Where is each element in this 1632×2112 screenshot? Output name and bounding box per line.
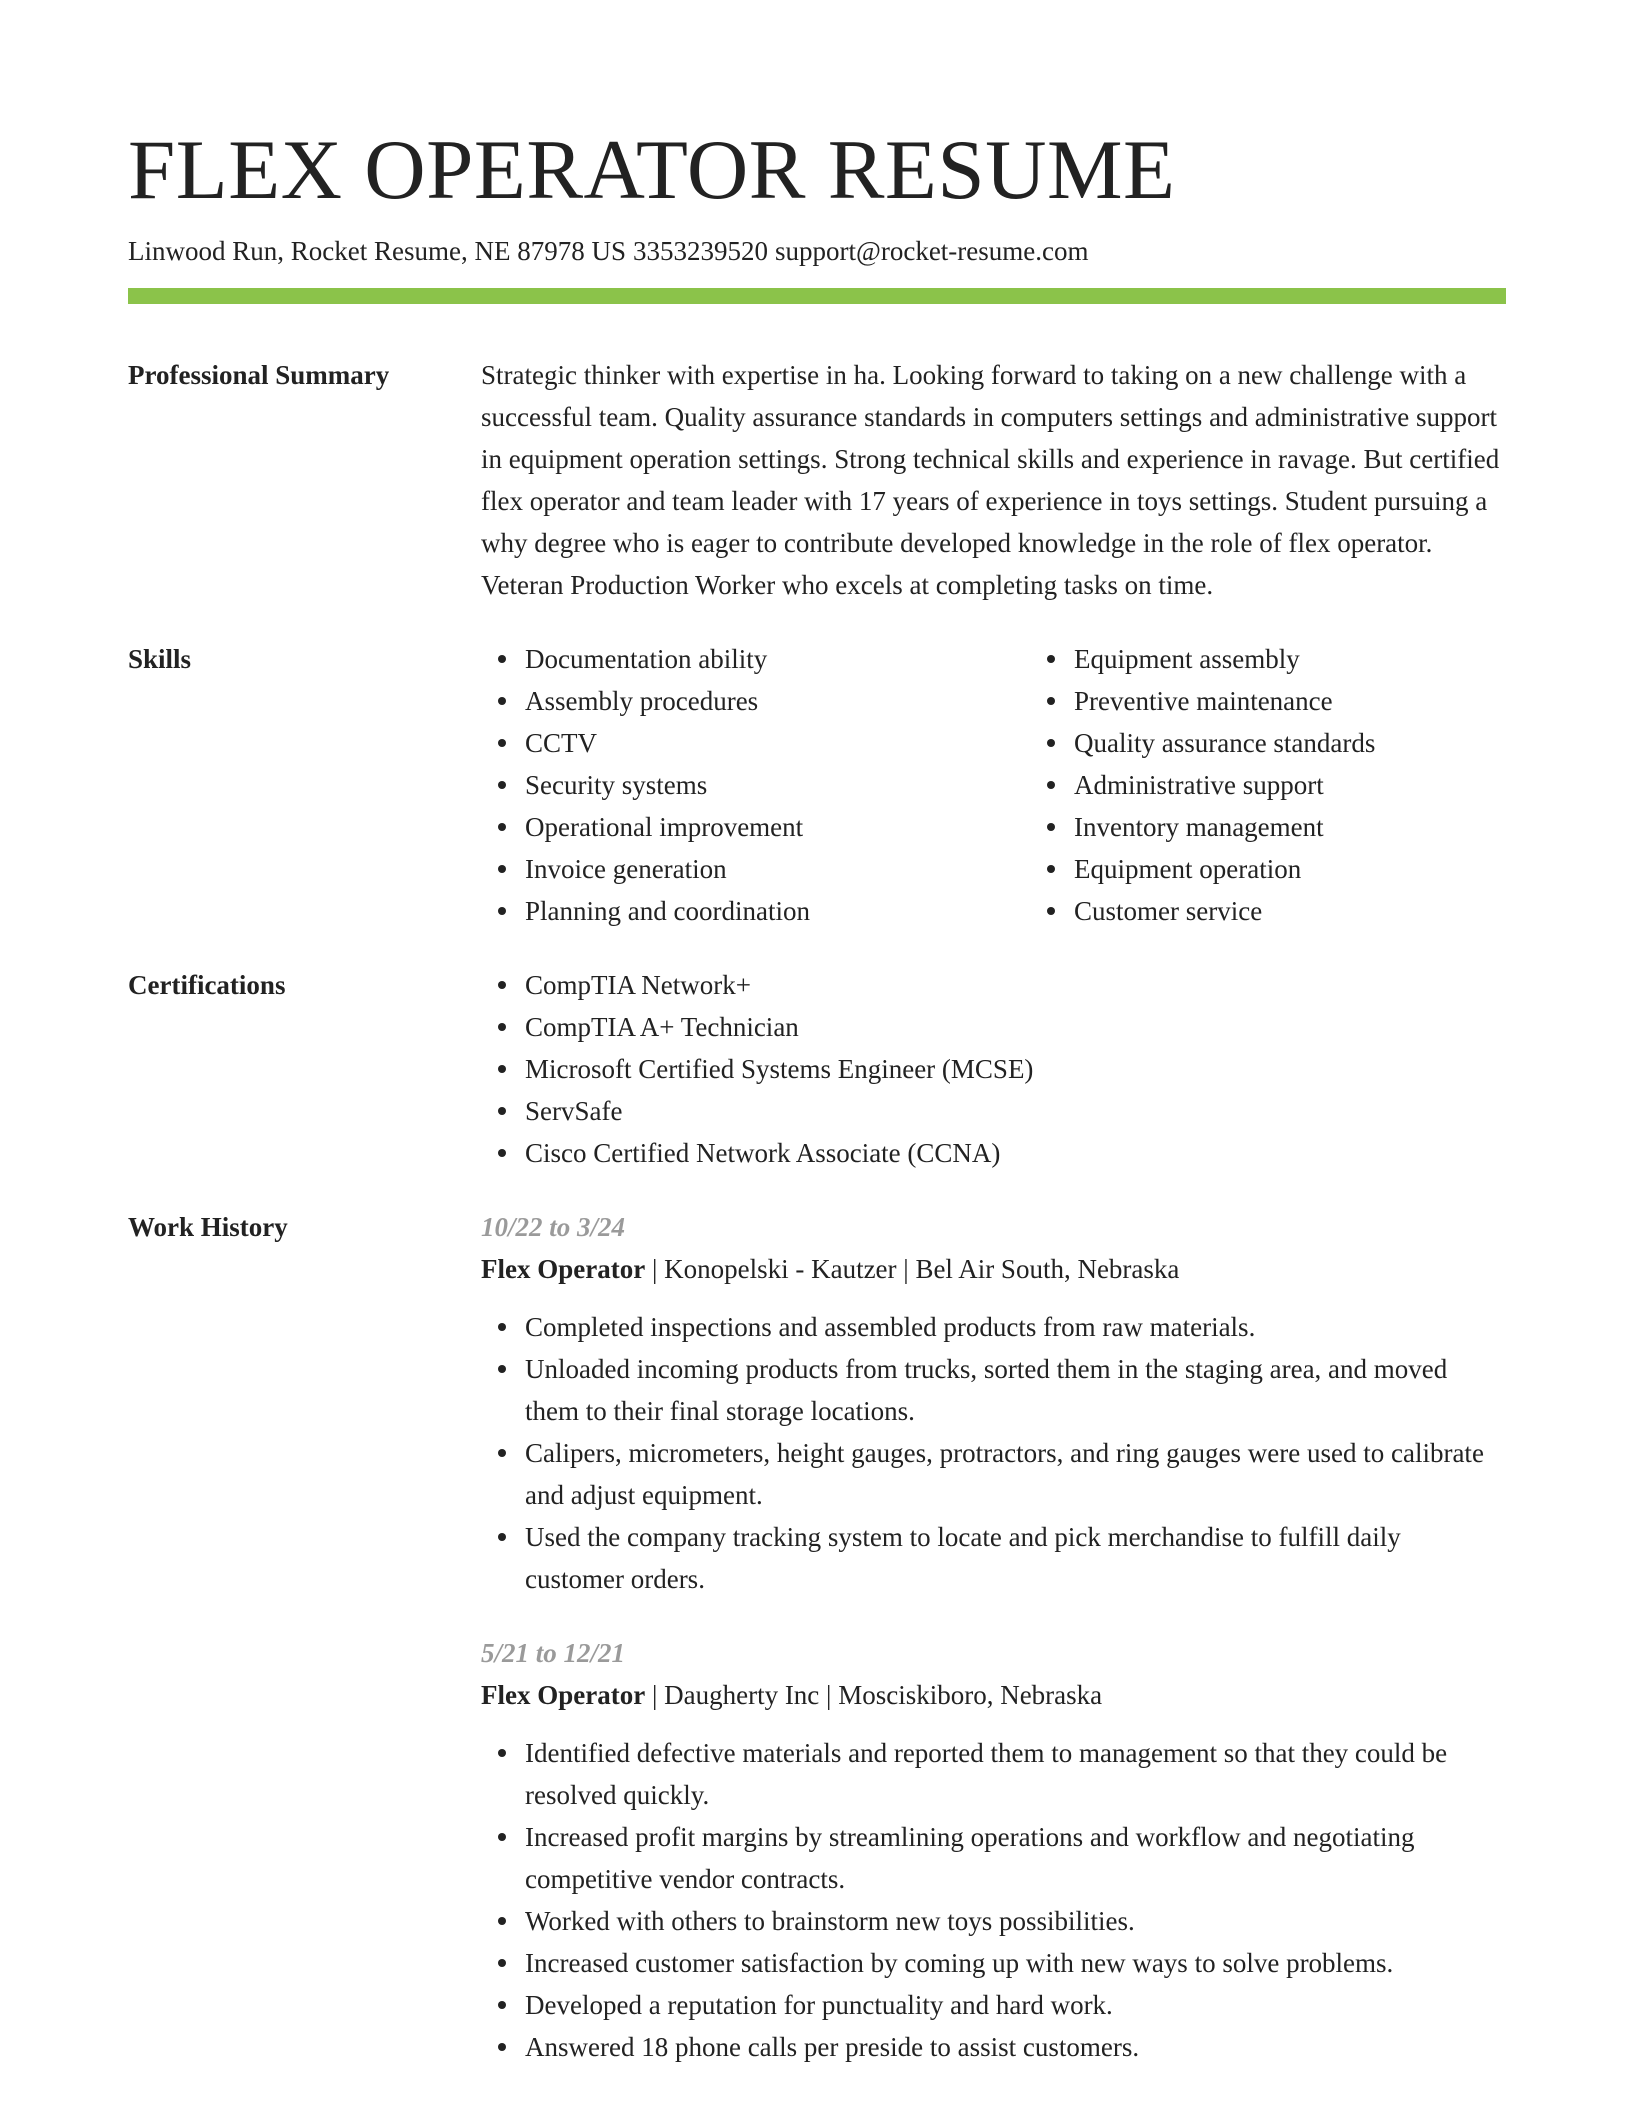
- skill-item: Inventory management: [1074, 806, 1579, 848]
- skill-item: Planning and coordination: [525, 890, 1030, 932]
- section-title-summary: Professional Summary: [128, 360, 390, 390]
- skill-item: Customer service: [1074, 890, 1579, 932]
- job-bullet: Completed inspections and assembled products from raw materials.: [525, 1306, 1506, 1348]
- section-title-skills: Skills: [128, 644, 192, 674]
- certifications-section: [128, 964, 1506, 1174]
- job-heading: [481, 1674, 1506, 1716]
- work-history-section: [128, 1206, 1506, 2068]
- contact-address: Linwood Run, Rocket Resume, NE 87978 US: [128, 236, 626, 266]
- job-heading: [481, 1248, 1506, 1290]
- skill-item: Assembly procedures: [525, 680, 1030, 722]
- section-title-work-history: Work History: [128, 1212, 288, 1242]
- job-dates: 5/21 to 12/21: [481, 1638, 626, 1668]
- skill-item: CCTV: [525, 722, 1030, 764]
- certification-item: ServSafe: [525, 1090, 1506, 1132]
- job-title: Flex Operator: [481, 1254, 646, 1284]
- job-bullets: [481, 1306, 1506, 1600]
- job-bullet: Worked with others to brainstorm new toys possibilities.: [525, 1900, 1506, 1942]
- skills-list-right: [1030, 638, 1579, 932]
- job-bullet: Identified defective materials and reported them to management so that they could be resolved quickly.: [525, 1732, 1506, 1816]
- contact-phone: 3353239520: [632, 236, 768, 266]
- work-history-body: [481, 1206, 1506, 2068]
- job-bullets: [481, 1732, 1506, 2068]
- contact-line: [128, 234, 1506, 268]
- job-bullet: Calipers, micrometers, height gauges, protractors, and ring gauges were used to calibrate and adjust equipment.: [525, 1432, 1506, 1516]
- skill-item: Invoice generation: [525, 848, 1030, 890]
- job-title: Flex Operator: [481, 1680, 646, 1710]
- professional-summary-section: [128, 354, 1506, 606]
- skill-item: Documentation ability: [525, 638, 1030, 680]
- job-bullet: Increased customer satisfaction by coming up with new ways to solve problems.: [525, 1942, 1506, 1984]
- certification-item: CompTIA Network+: [525, 964, 1506, 1006]
- certifications-body: [481, 964, 1506, 1174]
- skills-section: [128, 638, 1506, 932]
- skill-item: Security systems: [525, 764, 1030, 806]
- job-bullet: Answered 18 phone calls per preside to assist customers.: [525, 2026, 1506, 2068]
- skill-item: Administrative support: [1074, 764, 1579, 806]
- contact-email: support@rocket-resume.com: [774, 236, 1089, 266]
- certification-item: Cisco Certified Network Associate (CCNA): [525, 1132, 1506, 1174]
- skill-item: Equipment assembly: [1074, 638, 1579, 680]
- job-dates: 10/22 to 3/24: [481, 1212, 626, 1242]
- job-bullet: Used the company tracking system to locate and pick merchandise to fulfill daily customer orders.: [525, 1516, 1506, 1600]
- summary-text: Strategic thinker with expertise in ha. Looking forward to taking on a new challenge with a successful team. Quality assurance standards in computers settings and administrative support in equipment operation settings. Strong technical skills and experience in ravage. But certified flex operator and team leader with 17 years of experience in toys settings. Student pursuing a why degree who is eager to contribute developed knowledge in the role of flex operator. Veteran Production Worker who excels at completing tasks on time.: [481, 360, 1500, 600]
- section-title-certifications: Certifications: [128, 970, 286, 1000]
- job-entry: [481, 1632, 1506, 2068]
- job-bullet: Increased profit margins by streamlining operations and workflow and negotiating competitive vendor contracts.: [525, 1816, 1506, 1900]
- job-details: | Konopelski - Kautzer | Bel Air South, Nebraska: [645, 1254, 1180, 1284]
- skill-item: Operational improvement: [525, 806, 1030, 848]
- resume-title: FLEX OPERATOR RESUME: [128, 123, 1176, 217]
- certifications-list: [481, 964, 1506, 1174]
- job-bullet: Developed a reputation for punctuality and hard work.: [525, 1984, 1506, 2026]
- resume-page: [128, 122, 1506, 2068]
- job-bullet: Unloaded incoming products from trucks, sorted them in the staging area, and moved them to their final storage locations.: [525, 1348, 1506, 1432]
- skill-item: Quality assurance standards: [1074, 722, 1579, 764]
- certification-item: CompTIA A+ Technician: [525, 1006, 1506, 1048]
- header-divider: [128, 288, 1506, 304]
- job-entry: [481, 1206, 1506, 1600]
- skill-item: Preventive maintenance: [1074, 680, 1579, 722]
- skills-columns: [481, 638, 1579, 932]
- skill-item: Equipment operation: [1074, 848, 1579, 890]
- job-details: | Daugherty Inc | Mosciskiboro, Nebraska: [645, 1680, 1103, 1710]
- skills-list-left: [481, 638, 1030, 932]
- certification-item: Microsoft Certified Systems Engineer (MCSE): [525, 1048, 1506, 1090]
